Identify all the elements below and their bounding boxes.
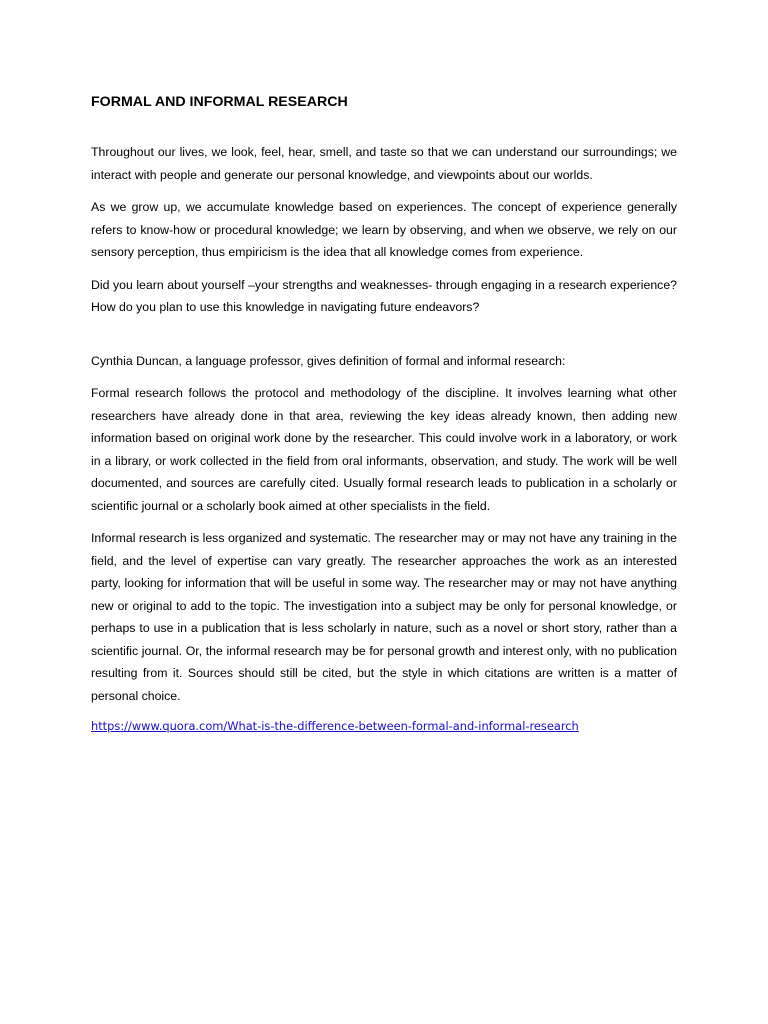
paragraph-definition-intro: Cynthia Duncan, a language professor, gives definition of formal and informal research: xyxy=(91,353,566,368)
paragraph-senses: Throughout our lives, we look, feel, hear, smell, and taste so that we can understand our surroundings; we interact with people and generate our personal knowledge, and viewpoints about our worlds. xyxy=(91,145,677,182)
paragraph-informal-research: Informal research is less organized and systematic. The researcher may or may not have any training in the field, and the level of expertise can vary greatly. The researcher approaches the work as an interested party, looking for information that will be useful in some way. The researcher may or may not have anything new or original to add to the topic. The investigation into a subject may be only for personal knowledge, or perhaps to use in a publication that is less scholarly in nature, such as a novel or short story, rather than a scientific journal. Or, the informal research may be for personal growth and interest only, with no publication resulting from it. Sources should still be cited, but the style in which citations are written is a matter of personal choice. xyxy=(91,531,677,703)
paragraph-formal-research: Formal research follows the protocol and methodology of the discipline. It involves learning what other researchers have already done in that area, reviewing the key ideas already known, then adding new information based on original work done by the researcher. This could involve work in a laboratory, or work in a library, or work collected in the field from oral informants, observation, and study. The work will be well documented, and sources are carefully cited. Usually formal research leads to publication in a scholarly or scientific journal or a scholarly book aimed at other specialists in the field. xyxy=(91,386,677,513)
source-link[interactable]: https://www.quora.com/What-is-the-difference-between-formal-and-informal-research xyxy=(91,719,579,733)
document-title: FORMAL AND INFORMAL RESEARCH xyxy=(91,94,348,110)
paragraph-experience: As we grow up, we accumulate knowledge based on experiences. The concept of experience generally refers to know-how or procedural knowledge; we learn by observing, and when we observe, we rely on our sensory perception, thus empiricism is the idea that all knowledge comes from experience. xyxy=(91,200,677,259)
document-page xyxy=(91,92,677,737)
paragraph-reflection-question: Did you learn about yourself –your strengths and weaknesses- through engaging in a research experience? How do you plan to use this knowledge in navigating future endeavors? xyxy=(91,277,677,314)
